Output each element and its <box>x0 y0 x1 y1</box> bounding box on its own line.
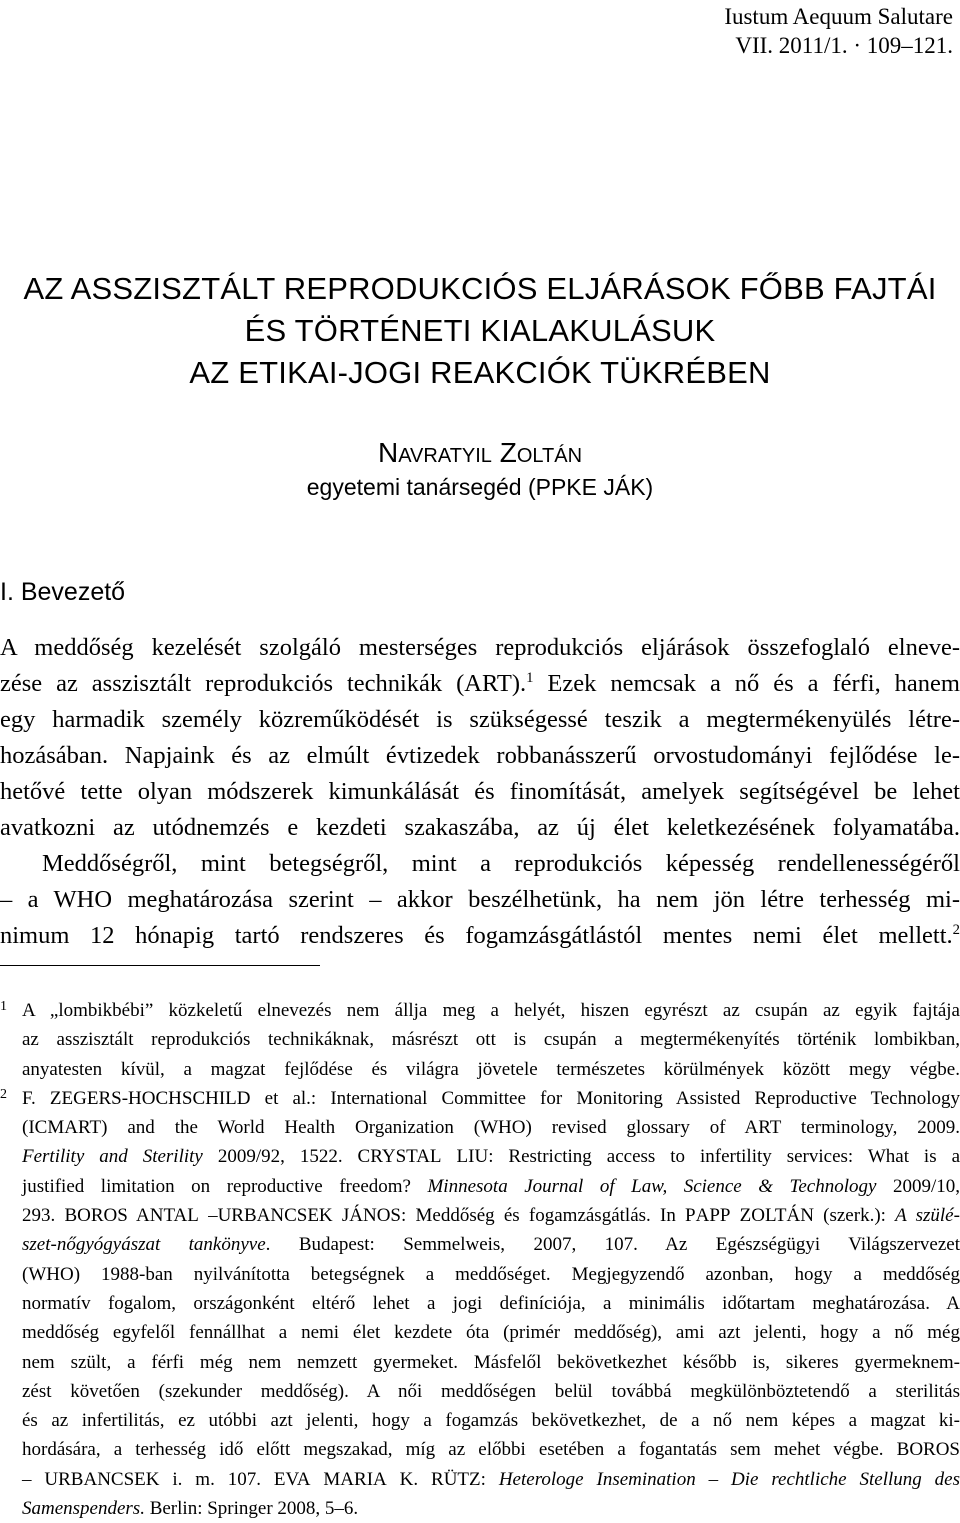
section-heading: I. Bevezető <box>0 578 126 606</box>
footnote-line: justified limitation on reproductive freedom? Minnesota Journal of Law, Science & Technology 2009/10, <box>22 1175 960 1197</box>
footnote-line: az asszisztált reprodukciós technikáknak, másrészt ott is csupán a megtermékenyítés történik lombikban, <box>22 1029 960 1051</box>
paragraph-line: A meddőség kezelését szolgáló mesterséges reprodukciós eljárások összefoglaló elneve- <box>0 634 960 661</box>
paragraph-line: zése az asszisztált reprodukciós technikák (ART).$^1$ Ezek nemcsak a nő és a férfi, hanem <box>0 669 960 697</box>
footnote-line: 2 F. ZEGERS-HOCHSCHILD et al.: International Committee for Monitoring Assisted Reproductive Technology <box>0 1084 960 1113</box>
paragraph-line: hozásában. Napjaink és az elmúlt évtizedek robbanásszerű orvostudományi fejlődése le- <box>0 742 960 769</box>
footnote-line: (ICMART) and the World Health Organization (WHO) revised glossary of ART terminology, 2009. <box>22 1117 960 1139</box>
footnote-line: zést követően (szekunder meddőség). A női meddőségen belül továbbá megkülönböztetendő a sterilitás <box>22 1380 960 1402</box>
footnote-line: és az infertilitás, ez utóbbi azt jelenti, hogy a fogamzás bekövetkezhet, de a nő nem képes a magzat ki- <box>22 1410 960 1432</box>
paragraph-line: Meddőségről, mint betegségről, mint a reprodukciós képesség rendellenességéről <box>42 850 960 877</box>
footnote-line: anyatesten kívül, a magzat fejlődése és világra jövetele természetes körülmények között megy végbe. <box>22 1058 960 1080</box>
footnote-number-2: 2 <box>0 1086 7 1102</box>
footnote-line: – URBANCSEK i. m. 107. EVA MARIA K. RÜTZ: Heterologe Insemination – Die rechtliche Stellung des <box>22 1468 960 1490</box>
article-title <box>0 268 960 394</box>
footnote-line: (WHO) 1988-ban nyilvánította betegségnek a meddőséget. Megjegyzendő azonban, hogy a meddőség <box>22 1263 960 1285</box>
title-line-3: AZ ETIKAI-JOGI REAKCIÓK TÜKRÉBEN <box>189 355 771 390</box>
journal-header <box>724 2 953 60</box>
footnote-divider <box>0 965 320 966</box>
footnote-line: hordására, a terhesség idő előtt megszakad, míg az előbbi esetében a fogantatás sem mehet végbe. BOROS <box>22 1439 960 1461</box>
footnotes <box>0 996 960 1523</box>
footnote-line: Fertility and Sterility 2009/92, 1522. CRYSTAL LIU: Restricting access to infertility services: What is a <box>22 1146 960 1168</box>
author-name: NAVRATYIL ZOLTÁN <box>377 437 583 468</box>
footnote-number-1: 1 <box>0 999 7 1014</box>
title-line-2: ÉS TÖRTÉNETI KIALAKULÁSUK <box>244 313 716 348</box>
footnote-line: 1 A „lombikbébi” közkeletű elnevezés nem állja meg a helyét, hiszen egyrészt az csupán az egyik fajtája <box>0 996 960 1025</box>
title-line-1: AZ ASSZISZTÁLT REPRODUKCIÓS ELJÁRÁSOK FŐBB FAJTÁI <box>23 271 937 306</box>
paragraph-line: hetővé tette olyan módszerek kimunkálását és finomítását, amelyek segítségével be lehet <box>0 778 960 805</box>
author-affiliation: egyetemi tanársegéd (PPKE JÁK) <box>306 474 654 500</box>
paragraph-line: avatkozni az utódnemzés e kezdeti szakaszába, az új élet keletkezésének folyamatába. <box>0 814 960 841</box>
footnote-ref-2[interactable]: 2 <box>952 921 960 938</box>
footnote-line: meddőség egyfelől fennállhat a nemi élet kezdete óta (primér meddőség), ami azt jelenti, hogy a nő még <box>22 1322 960 1344</box>
journal-issue: VII. 2011/1. · 109–121. <box>735 33 953 58</box>
paragraph-line: – a WHO meghatározása szerint – akkor beszélhetünk, ha nem jön létre terhesség mi- <box>0 886 960 913</box>
paragraph-line: nimum 12 hónapig tartó rendszeres és fogamzásgátlástól mentes nemi élet mellett.$^2$ <box>0 921 960 949</box>
main-text <box>0 574 960 954</box>
paragraph-line: egy harmadik személy közreműködését is szükségessé teszik a megtermékenyülés létre- <box>0 706 960 733</box>
author-block <box>0 437 960 502</box>
footnote-line: normatív fogalom, országonként eltérő lehet a jogi definíciója, a minimális időtartam meghatározása. A <box>22 1292 960 1314</box>
footnote-line: szet-nőgyógyászat tankönyve. Budapest: Semmelweis, 2007, 107. Az Egészségügyi Világszervezet <box>22 1234 960 1256</box>
footnote-ref-1[interactable]: 1 <box>526 669 534 686</box>
journal-name: Iustum Aequum Salutare <box>724 4 953 29</box>
footnote-line: Samenspenders. Berlin: Springer 2008, 5–6. <box>22 1498 359 1520</box>
footnote-line: 293. BOROS ANTAL –URBANCSEK JÁNOS: Meddőség és fogamzásgátlás. In PAPP ZOLTÁN (szerk.): A szülé- <box>22 1205 960 1227</box>
footnote-line: nem szült, a férfi még nem nemzett gyermeket. Másfelől bekövetkezhet később is, sikeres gyermeknem- <box>22 1351 960 1373</box>
